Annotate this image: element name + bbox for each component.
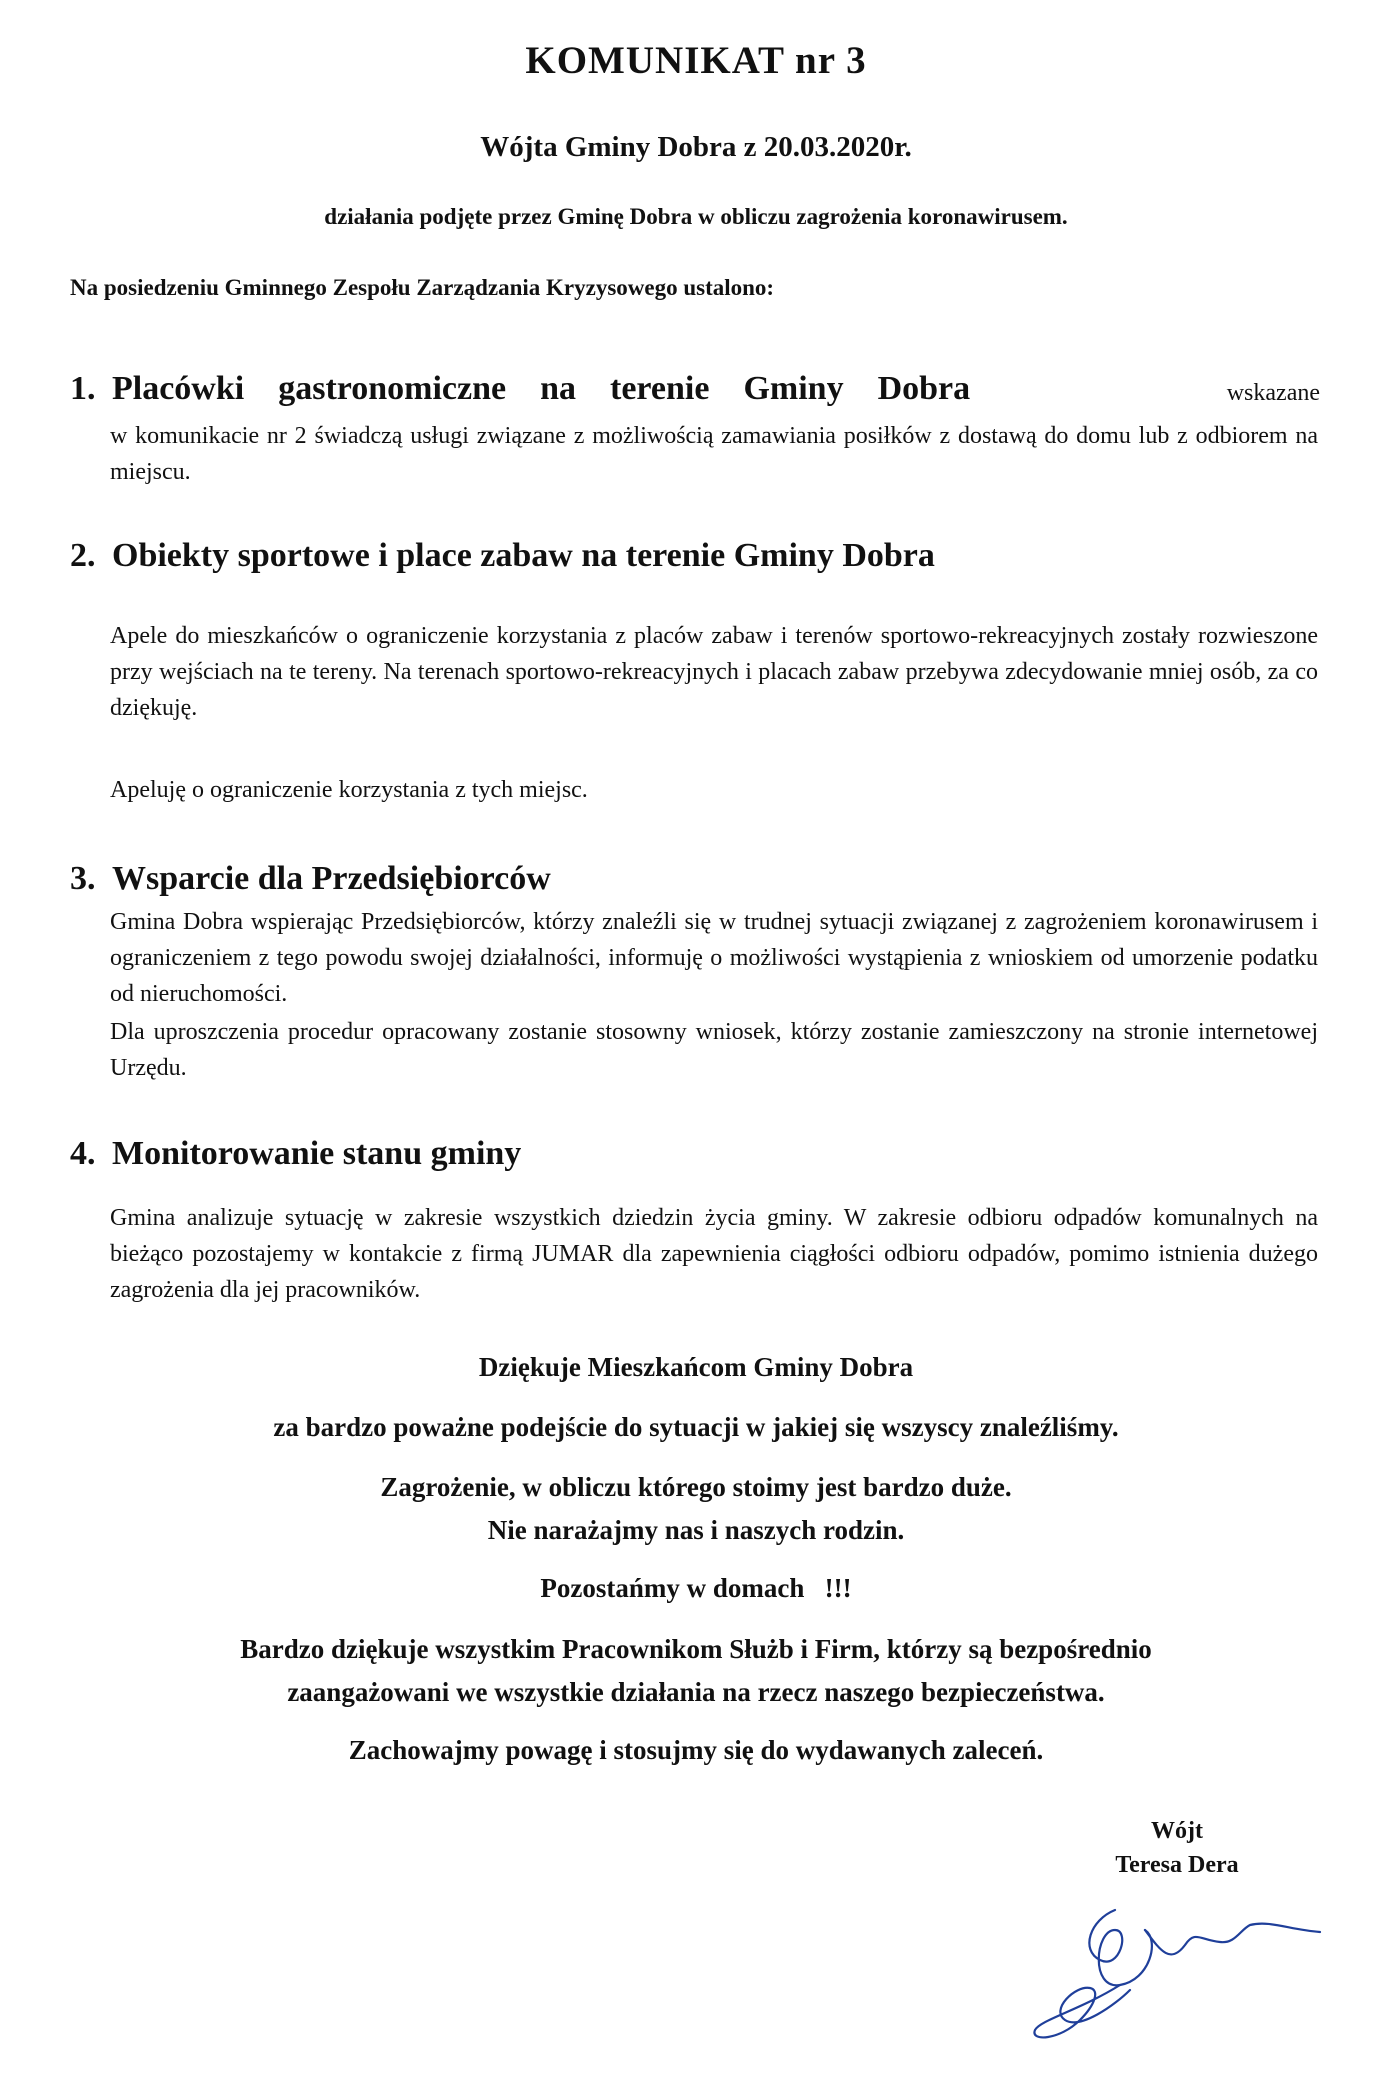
section-title: Obiekty sportowe i place zabaw na terenie Gminy Dobra — [112, 537, 935, 574]
intro-line: działania podjęte przez Gminę Dobra w obliczu zagrożenia koronawirusem. — [324, 204, 1068, 229]
section-3-text: Gmina Dobra wspierając Przedsiębiorców, którzy znaleźli się w trudnej sytuacji związanej z zagrożeniem koronawirusem i ograniczeniem z tego powodu swojej działalności, informuję o możliwości wystąpienia z wnioskiem od umorzenie podatku od nieruchomości. — [110, 909, 1318, 1007]
closing-threat: Zagrożenie, w obliczu którego stoimy jest bardzo duże. — [380, 1472, 1012, 1502]
closing-thanks-workers: Bardzo dziękuje wszystkim Pracownikom Służb i Firm, którzy są bezpośrednio — [240, 1634, 1152, 1664]
section-number: 1. — [70, 370, 96, 407]
closing-stay-home: Pozostańmy w domach !!! — [540, 1573, 852, 1603]
signature-name: Teresa Dera — [1115, 1852, 1239, 1878]
document-subtitle: Wójta Gminy Dobra z 20.03.2020r. — [480, 131, 912, 163]
section-number: 3. — [70, 860, 96, 897]
closing-thanks: Dziękuje Mieszkańcom Gminy Dobra — [478, 1352, 914, 1382]
section-2-heading — [70, 537, 1320, 575]
section-4-heading — [70, 1135, 1320, 1173]
section-3-heading — [70, 860, 1320, 898]
intro-line-meeting: Na posiedzeniu Gminnego Zespołu Zarządzania Kryzysowego ustalono: — [70, 275, 775, 300]
closing-final: Zachowajmy powagę i stosujmy się do wydawanych zaleceń. — [348, 1735, 1044, 1765]
section-number: 2. — [70, 537, 96, 574]
closing-appeal: Nie narażajmy nas i naszych rodzin. — [487, 1515, 905, 1545]
handwritten-signature — [1020, 1870, 1340, 2045]
section-1-heading — [70, 370, 1320, 408]
document-title: KOMUNIKAT nr 3 — [525, 39, 867, 82]
section-number: 4. — [70, 1135, 96, 1172]
section-1-heading-tail: wskazane — [1226, 380, 1320, 406]
closing-line: za bardzo poważne podejście do sytuacji w jakiej się wszyscy znaleźliśmy. — [273, 1412, 1119, 1442]
section-1-text: w komunikacie nr 2 świadczą usługi związane z możliwością zamawiania posiłków z dostawą do domu lub z odbiorem na miejscu. — [110, 423, 1318, 485]
section-4-text: Gmina analizuje sytuację w zakresie wszystkich dziedzin życia gminy. W zakresie odbioru odpadów komunalnych na bieżąco pozostajemy w kontakcie z firmą JUMAR dla zapewnienia ciągłości odbioru odpadów, pomimo istnienia dużego zagrożenia dla jej pracowników. — [110, 1205, 1318, 1303]
section-2-text: Apele do mieszkańców o ograniczenie korzystania z placów zabaw i terenów sportowo-rekreacyjnych zostały rozwieszone przy wejściach na te tereny. Na terenach sportowo-rekreacyjnych i placach zabaw przebywa zdecydowanie mniej osób, za co dziękuję. — [110, 623, 1318, 721]
section-title: Placówki gastronomiczne na terenie Gminy Dobra — [112, 370, 971, 407]
section-title: Monitorowanie stanu gminy — [112, 1135, 522, 1172]
closing-thanks-workers-cont: zaangażowani we wszystkie działania na rzecz naszego bezpieczeństwa. — [287, 1677, 1105, 1707]
section-2-text-appeal: Apeluję o ograniczenie korzystania z tych miejsc. — [110, 777, 588, 803]
section-3-text-procedure: Dla uproszczenia procedur opracowany zostanie stosowny wniosek, którzy zostanie zamieszczony na stronie internetowej Urzędu. — [110, 1019, 1318, 1081]
signature-role: Wójt — [1151, 1818, 1203, 1844]
section-title: Wsparcie dla Przedsiębiorców — [112, 860, 551, 897]
